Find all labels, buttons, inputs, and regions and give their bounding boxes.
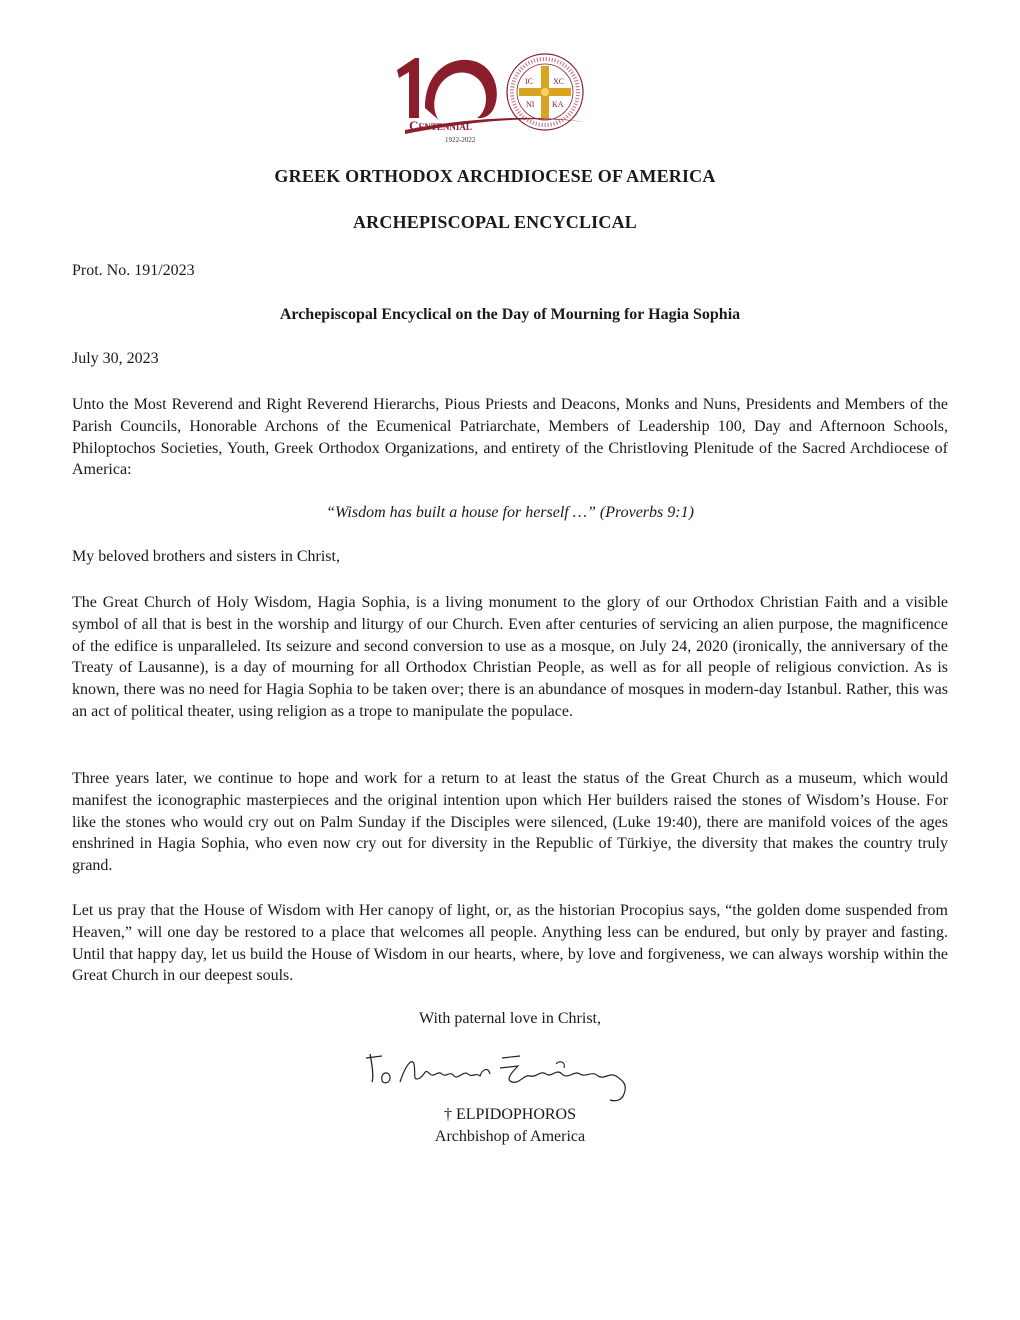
closing-line: With paternal love in Christ, <box>419 1010 601 1027</box>
cross-letter-ni: NI <box>526 100 535 109</box>
handwritten-signature <box>360 1044 640 1104</box>
address-paragraph: Unto the Most Reverend and Right Reverend Hierarchs, Pious Priests and Deacons, Monks and Nuns, Presidents and Members of the Parish Councils, Honorable Archons of the Ecumenical Patriarchate, Members of Leadership 100, Day and Afternoon Schools, Philoptochos Societies, Youth, Greek Orthodox Organizations, and entirety of the Christloving Plenitude of the Sacred Archdiocese of America: <box>72 396 948 479</box>
body-paragraph-2: Three years later, we continue to hope and work for a return to at least the status of the Great Church as a museum, which would manifest the iconographic masterpieces and the original intention upon which Her builders raised the stones of Wisdom’s House. For like the stones who would cry out on Palm Sunday if the Disciples were silenced, (Luke 19:40), there are manifold voices of the ages enshrined in Hagia Sophia, who even now cry out for diversity in the Republic of Türkiye, the diversity that makes the country truly grand. <box>72 770 948 875</box>
signer-name: † ELPIDOPHOROS <box>443 1106 576 1123</box>
greeting: My beloved brothers and sisters in Christ, <box>72 548 340 565</box>
protocol-number: Prot. No. 191/2023 <box>72 262 195 279</box>
logo-centennial-label: Centennial <box>409 118 472 133</box>
cross-letter-ic: IC <box>525 77 533 86</box>
document-type-heading: ARCHEPISCOPAL ENCYCLICAL <box>352 212 637 232</box>
document-date: July 30, 2023 <box>72 350 159 367</box>
epigraph-quote: “Wisdom has built a house for herself …” (Proverbs 9:1) <box>326 504 694 521</box>
body-paragraph-3: Let us pray that the House of Wisdom with Her canopy of light, or, as the historian Procopius says, “the golden dome suspended from Heaven,” will one day be restored to a place that welcomes all people. Anything less can be endured, but only by prayer and fasting. Until that happy day, let us build the House of Wisdom in our hearts, where, by love and forgiveness, we can always worship within the Great Church in our deepest souls. <box>72 902 948 985</box>
subject-line: Archepiscopal Encyclical on the Day of Mourning for Hagia Sophia <box>279 306 741 323</box>
signer-title: Archbishop of America <box>434 1128 586 1145</box>
cross-letter-ka: KA <box>552 100 564 109</box>
logo-years: 1922-2022 <box>445 136 476 144</box>
centennial-logo <box>385 48 605 148</box>
cross-letter-xc: XC <box>553 77 565 86</box>
body-paragraph-1: The Great Church of Holy Wisdom, Hagia Sophia, is a living monument to the glory of our Orthodox Christian Faith and a visible symbol of all that is best in the worship and liturgy of our Church. Even after centuries of servicing an alien purpose, the magnificence of the edifice is unparalleled. Its seizure and second conversion to use as a mosque, on July 24, 2020 (ironically, the anniversary of the Treaty of Lausanne), is a day of mourning for all Orthodox Christian People, as well as for all people of religious conviction. As is known, there was no need for Hagia Sophia to be taken over; there is an abundance of mosques in modern-day Istanbul. Rather, this was an act of political theater, using religion as a trope to manipulate the populace. <box>72 594 948 720</box>
organization-heading: GREEK ORTHODOX ARCHDIOCESE OF AMERICA <box>274 166 716 186</box>
